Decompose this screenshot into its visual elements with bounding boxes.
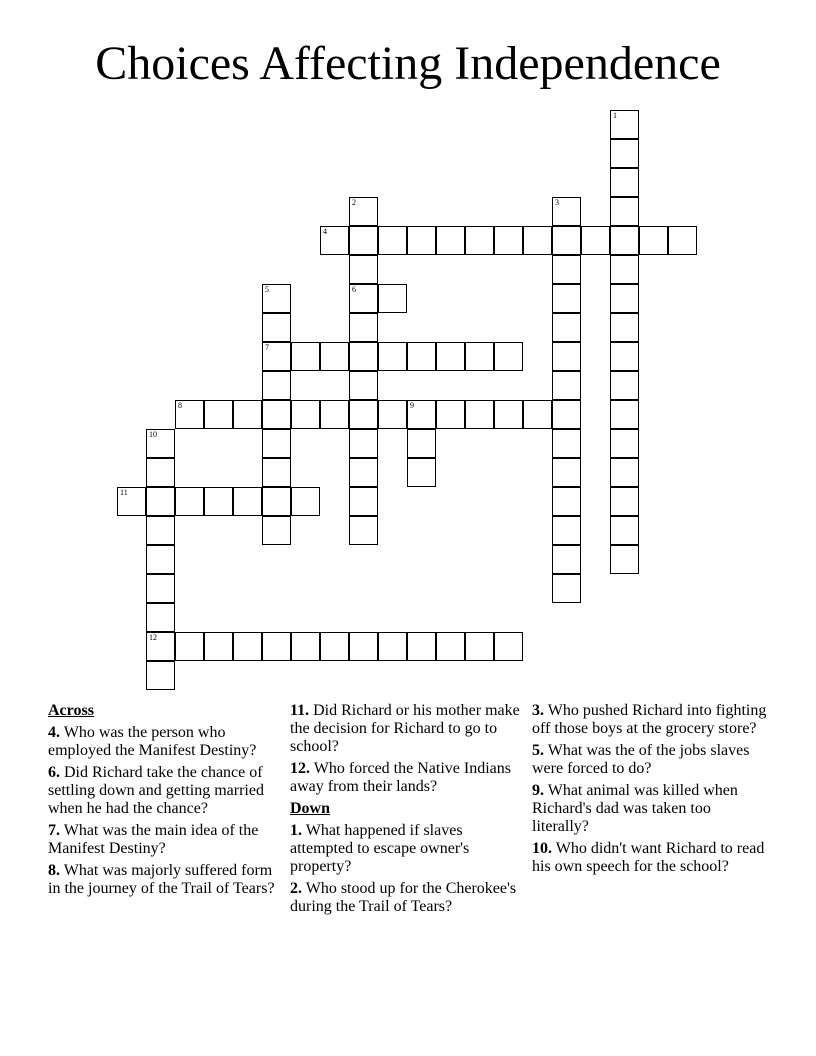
grid-cell[interactable] bbox=[465, 226, 494, 255]
grid-cell[interactable] bbox=[552, 545, 581, 574]
grid-cell[interactable] bbox=[349, 458, 378, 487]
grid-cell[interactable] bbox=[494, 632, 523, 661]
grid-cell[interactable] bbox=[349, 400, 378, 429]
grid-cell[interactable] bbox=[349, 197, 378, 226]
grid-cell[interactable] bbox=[552, 458, 581, 487]
grid-cell[interactable] bbox=[552, 284, 581, 313]
clue-text: Did Richard or his mother make the decision for Richard to go to school? bbox=[290, 702, 520, 755]
clue-number: 1. bbox=[290, 822, 302, 839]
grid-cell[interactable] bbox=[407, 400, 436, 429]
grid-cell[interactable] bbox=[552, 226, 581, 255]
grid-cell[interactable] bbox=[146, 516, 175, 545]
grid-cell[interactable] bbox=[610, 487, 639, 516]
grid-cell[interactable] bbox=[407, 429, 436, 458]
grid-cell[interactable] bbox=[494, 400, 523, 429]
grid-cell[interactable] bbox=[349, 226, 378, 255]
grid-cell[interactable] bbox=[668, 226, 697, 255]
grid-cell[interactable] bbox=[291, 342, 320, 371]
grid-cell[interactable] bbox=[378, 632, 407, 661]
cell-number: 12 bbox=[149, 633, 157, 642]
cell-number: 3 bbox=[555, 198, 559, 207]
clue-number: 5. bbox=[532, 742, 544, 759]
grid-cell[interactable] bbox=[639, 226, 668, 255]
grid-cell[interactable] bbox=[407, 342, 436, 371]
grid-cell[interactable] bbox=[117, 487, 146, 516]
grid-cell[interactable] bbox=[349, 429, 378, 458]
grid-cell[interactable] bbox=[610, 342, 639, 371]
grid-cell[interactable] bbox=[494, 342, 523, 371]
grid-cell[interactable] bbox=[610, 400, 639, 429]
grid-cell[interactable] bbox=[349, 342, 378, 371]
grid-cell[interactable] bbox=[349, 284, 378, 313]
grid-cell[interactable] bbox=[610, 226, 639, 255]
clue-across-4 bbox=[48, 724, 286, 760]
grid-cell[interactable] bbox=[610, 255, 639, 284]
grid-cell[interactable] bbox=[407, 226, 436, 255]
clue-number: 2. bbox=[290, 880, 302, 897]
clue-down-5 bbox=[532, 742, 770, 778]
grid-cell[interactable] bbox=[349, 313, 378, 342]
grid-cell[interactable] bbox=[146, 429, 175, 458]
grid-cell[interactable] bbox=[175, 487, 204, 516]
grid-cell[interactable] bbox=[494, 226, 523, 255]
grid-cell[interactable] bbox=[262, 632, 291, 661]
grid-cell[interactable] bbox=[320, 400, 349, 429]
clue-text: What was majorly suffered form in the journey of the Trail of Tears? bbox=[48, 862, 275, 897]
grid-cell[interactable] bbox=[552, 574, 581, 603]
cell-number: 7 bbox=[265, 343, 269, 352]
clue-down-9 bbox=[532, 782, 770, 836]
grid-cell[interactable] bbox=[320, 226, 349, 255]
grid-cell[interactable] bbox=[610, 197, 639, 226]
grid-cell[interactable] bbox=[610, 371, 639, 400]
grid-cell[interactable] bbox=[204, 487, 233, 516]
grid-cell[interactable] bbox=[262, 400, 291, 429]
grid-cell[interactable] bbox=[291, 632, 320, 661]
grid-cell[interactable] bbox=[146, 632, 175, 661]
grid-cell[interactable] bbox=[204, 400, 233, 429]
grid-cell[interactable] bbox=[262, 458, 291, 487]
cell-number: 10 bbox=[149, 430, 157, 439]
clue-text: What happened if slaves attempted to escape owner's property? bbox=[290, 822, 470, 875]
grid-cell[interactable] bbox=[146, 603, 175, 632]
grid-cell[interactable] bbox=[175, 632, 204, 661]
clue-across-7 bbox=[48, 822, 286, 858]
grid-cell[interactable] bbox=[233, 632, 262, 661]
grid-cell[interactable] bbox=[262, 313, 291, 342]
grid-cell[interactable] bbox=[146, 545, 175, 574]
grid-cell[interactable] bbox=[349, 632, 378, 661]
grid-cell[interactable] bbox=[465, 400, 494, 429]
clue-number: 4. bbox=[48, 724, 60, 741]
grid-cell[interactable] bbox=[378, 342, 407, 371]
cell-number: 11 bbox=[120, 488, 128, 497]
clue-column-2 bbox=[290, 702, 528, 920]
grid-cell[interactable] bbox=[175, 400, 204, 429]
grid-cell[interactable] bbox=[552, 400, 581, 429]
grid-cell[interactable] bbox=[262, 284, 291, 313]
clue-across-6 bbox=[48, 764, 286, 818]
grid-cell[interactable] bbox=[465, 342, 494, 371]
grid-cell[interactable] bbox=[262, 371, 291, 400]
cell-number: 6 bbox=[352, 285, 356, 294]
grid-cell[interactable] bbox=[349, 371, 378, 400]
grid-cell[interactable] bbox=[610, 545, 639, 574]
grid-cell[interactable] bbox=[436, 342, 465, 371]
grid-cell[interactable] bbox=[407, 458, 436, 487]
clue-column-1 bbox=[48, 702, 286, 902]
grid-cell[interactable] bbox=[378, 226, 407, 255]
grid-cell[interactable] bbox=[262, 429, 291, 458]
grid-cell[interactable] bbox=[349, 516, 378, 545]
clue-text: Did Richard take the chance of settling down and getting married when he had the chance? bbox=[48, 764, 264, 817]
grid-cell[interactable] bbox=[610, 458, 639, 487]
grid-cell[interactable] bbox=[378, 284, 407, 313]
clue-across-12 bbox=[290, 760, 528, 796]
grid-cell[interactable] bbox=[233, 487, 262, 516]
cell-number: 4 bbox=[323, 227, 327, 236]
grid-cell[interactable] bbox=[581, 226, 610, 255]
cell-number: 1 bbox=[613, 111, 617, 120]
grid-cell[interactable] bbox=[291, 487, 320, 516]
grid-cell[interactable] bbox=[552, 197, 581, 226]
clue-text: What was the of the jobs slaves were forced to do? bbox=[532, 742, 750, 777]
grid-cell[interactable] bbox=[349, 255, 378, 284]
grid-cell[interactable] bbox=[146, 661, 175, 690]
grid-cell[interactable] bbox=[407, 632, 436, 661]
clue-number: 11. bbox=[290, 702, 310, 719]
clue-text: Who forced the Native Indians away from their lands? bbox=[290, 760, 511, 795]
grid-cell[interactable] bbox=[610, 110, 639, 139]
clue-number: 7. bbox=[48, 822, 60, 839]
grid-cell[interactable] bbox=[436, 632, 465, 661]
grid-cell[interactable] bbox=[552, 342, 581, 371]
grid-cell[interactable] bbox=[378, 400, 407, 429]
cell-number: 5 bbox=[265, 285, 269, 294]
grid-cell[interactable] bbox=[262, 342, 291, 371]
clue-text: Who stood up for the Cherokee's during the Trail of Tears? bbox=[290, 880, 517, 915]
grid-cell[interactable] bbox=[610, 139, 639, 168]
grid-cell[interactable] bbox=[552, 487, 581, 516]
grid-cell[interactable] bbox=[436, 226, 465, 255]
clue-number: 6. bbox=[48, 764, 60, 781]
cell-number: 9 bbox=[410, 401, 414, 410]
grid-cell[interactable] bbox=[523, 226, 552, 255]
clue-across-8 bbox=[48, 862, 286, 898]
grid-cell[interactable] bbox=[436, 400, 465, 429]
grid-cell[interactable] bbox=[552, 516, 581, 545]
grid-cell[interactable] bbox=[146, 458, 175, 487]
clue-text: Who didn't want Richard to read his own speech for the school? bbox=[532, 840, 765, 875]
clue-down-3 bbox=[532, 702, 770, 738]
down-heading: Down bbox=[290, 800, 331, 817]
grid-cell[interactable] bbox=[523, 400, 552, 429]
grid-cell[interactable] bbox=[320, 342, 349, 371]
clue-column-3 bbox=[532, 702, 770, 880]
clue-text: Who pushed Richard into fighting off those boys at the grocery store? bbox=[532, 702, 767, 737]
cell-number: 8 bbox=[178, 401, 182, 410]
grid-cell[interactable] bbox=[262, 487, 291, 516]
grid-cell[interactable] bbox=[291, 400, 320, 429]
grid-cell[interactable] bbox=[262, 516, 291, 545]
grid-cell[interactable] bbox=[610, 313, 639, 342]
clue-text: Who was the person who employed the Manifest Destiny? bbox=[48, 724, 257, 759]
clue-down-2 bbox=[290, 880, 528, 916]
grid-cell[interactable] bbox=[610, 168, 639, 197]
page-title: Choices Affecting Independence bbox=[95, 37, 721, 90]
grid-cell[interactable] bbox=[233, 400, 262, 429]
clue-text: What was the main idea of the Manifest Destiny? bbox=[48, 822, 259, 857]
clue-number: 9. bbox=[532, 782, 544, 799]
grid-cell[interactable] bbox=[552, 255, 581, 284]
grid-cell[interactable] bbox=[320, 632, 349, 661]
grid-cell[interactable] bbox=[552, 371, 581, 400]
grid-cell[interactable] bbox=[610, 516, 639, 545]
grid-cell[interactable] bbox=[465, 632, 494, 661]
cell-number: 2 bbox=[352, 198, 356, 207]
across-heading: Across bbox=[48, 702, 94, 719]
clue-number: 3. bbox=[532, 702, 544, 719]
clue-across-11 bbox=[290, 702, 528, 756]
grid-cell[interactable] bbox=[610, 429, 639, 458]
grid-cell[interactable] bbox=[146, 574, 175, 603]
grid-cell[interactable] bbox=[610, 284, 639, 313]
clue-number: 8. bbox=[48, 862, 60, 879]
grid-cell[interactable] bbox=[204, 632, 233, 661]
clue-number: 10. bbox=[532, 840, 552, 857]
clue-number: 12. bbox=[290, 760, 310, 777]
clue-down-10 bbox=[532, 840, 770, 876]
grid-cell[interactable] bbox=[349, 487, 378, 516]
grid-cell[interactable] bbox=[146, 487, 175, 516]
clue-down-1 bbox=[290, 822, 528, 876]
clue-text: What animal was killed when Richard's dad was taken too literally? bbox=[532, 782, 738, 835]
grid-cell[interactable] bbox=[552, 313, 581, 342]
grid-cell[interactable] bbox=[552, 429, 581, 458]
